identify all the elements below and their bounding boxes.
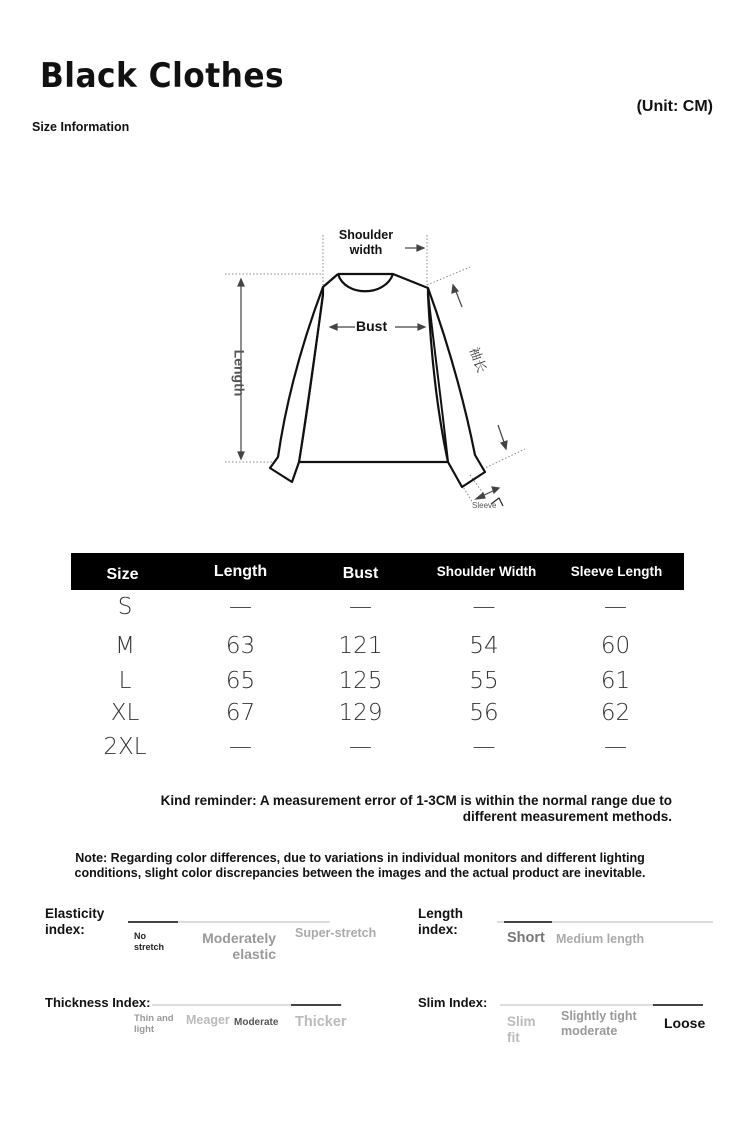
elasticity-label-line2: index: <box>45 922 85 937</box>
shoulder-width-label <box>325 228 407 258</box>
thickness-selected-marker <box>291 1004 341 1006</box>
elasticity-option-no-stretch <box>134 931 164 953</box>
opt-line: stretch <box>134 942 165 952</box>
note-line1: Note: Regarding color differences, due to variations in individual monitors and different lighting <box>75 851 645 865</box>
cell-sleeve: 60 <box>600 633 631 659</box>
elasticity-index-label <box>45 906 104 938</box>
slim-option-slim-fit <box>507 1014 536 1046</box>
garment-measurement-diagram <box>215 225 535 525</box>
cell-sleeve: — <box>604 594 627 620</box>
elasticity-selected-marker <box>128 921 178 923</box>
opt-line: Moderately <box>202 930 276 946</box>
cell-shoulder: — <box>472 594 496 620</box>
col-header-shoulder-width: Shoulder Width <box>436 564 537 579</box>
reminder-line1: Kind reminder: A measurement error of 1-3CM is within the normal range due to <box>160 793 672 808</box>
cell-shoulder: 56 <box>469 700 499 726</box>
reminder-line2: different measurement methods. <box>462 809 672 824</box>
length-index-label <box>418 906 463 938</box>
cell-bust: — <box>349 594 372 620</box>
thickness-index-label: Thickness Index: <box>45 995 151 1010</box>
opt-line: Slightly tight <box>561 1009 637 1023</box>
page-title: Black Clothes <box>40 56 285 96</box>
cell-bust: — <box>349 734 372 760</box>
cell-bust: 129 <box>338 700 383 726</box>
measurement-reminder <box>72 793 672 825</box>
col-header-sleeve-length: Sleeve Length <box>570 564 663 579</box>
cuff-label: Sleeve <box>472 501 497 510</box>
thickness-option-moderate: Moderate <box>234 1017 279 1028</box>
slim-option-slightly-tight <box>561 1009 637 1039</box>
col-header-bust: Bust <box>342 565 379 582</box>
size-information-heading: Size Information <box>32 120 130 134</box>
opt-line: light <box>134 1024 155 1035</box>
table-row <box>71 594 684 626</box>
length-label-line1: Length <box>418 906 463 921</box>
cell-shoulder: — <box>472 734 496 760</box>
bust-label: Bust <box>356 318 388 334</box>
length-label-line2: index: <box>418 922 458 937</box>
note-line2: conditions, slight color discrepancies between the images and the actual product are inevitable. <box>74 866 646 880</box>
slim-option-loose: Loose <box>664 1015 706 1031</box>
sweater-outline-icon <box>215 225 535 525</box>
cell-sleeve: 61 <box>600 668 631 694</box>
sleeve-length-cn-label: 袖长 <box>465 345 489 375</box>
opt-line: moderate <box>561 1024 618 1038</box>
opt-line: No <box>134 931 146 941</box>
cell-length: — <box>229 594 252 620</box>
opt-line: fit <box>507 1030 520 1045</box>
length-selected-marker <box>504 921 552 923</box>
thickness-option-thicker: Thicker <box>295 1014 347 1030</box>
cell-size: S <box>117 594 133 620</box>
shoulder-label-line1: Shoulder <box>338 228 394 242</box>
cell-sleeve: — <box>604 734 627 760</box>
cell-length: 67 <box>225 700 256 726</box>
elasticity-option-super-stretch: Super-stretch <box>295 926 377 940</box>
cell-length: — <box>229 734 252 760</box>
table-row <box>71 633 684 665</box>
cell-bust: 121 <box>338 633 383 659</box>
cell-shoulder: 54 <box>469 633 499 659</box>
cell-length: 63 <box>225 633 256 659</box>
thickness-option-meager: Meager <box>186 1013 230 1027</box>
cell-sleeve: 62 <box>600 700 631 726</box>
elasticity-label-line1: Elasticity <box>45 906 105 921</box>
cell-size: M <box>115 633 135 659</box>
size-table-header <box>71 553 684 590</box>
unit-label: (Unit: CM) <box>636 98 713 115</box>
cell-size: XL <box>110 700 140 726</box>
opt-line: Slim <box>507 1014 536 1029</box>
table-row <box>71 700 684 732</box>
table-row <box>71 734 684 766</box>
cell-size: L <box>118 668 132 694</box>
color-difference-note <box>40 851 680 881</box>
cell-size: 2XL <box>103 734 147 760</box>
length-label: Length <box>231 349 248 397</box>
slim-index-label: Slim Index: <box>418 995 488 1010</box>
table-row <box>71 668 684 700</box>
slim-selected-marker <box>653 1004 703 1006</box>
cell-length: 65 <box>225 668 256 694</box>
shoulder-label-line2: width <box>349 243 383 257</box>
elasticity-option-moderately-elastic <box>188 930 276 962</box>
opt-line: elastic <box>232 946 276 962</box>
length-option-short: Short <box>507 930 545 946</box>
cell-shoulder: 55 <box>469 668 499 694</box>
cell-bust: 125 <box>338 668 383 694</box>
thickness-option-thin-light <box>134 1013 174 1035</box>
opt-line: Thin and <box>134 1013 174 1024</box>
col-header-size: Size <box>106 566 139 583</box>
length-option-medium: Medium length <box>556 932 645 946</box>
col-header-length: Length <box>213 563 268 580</box>
